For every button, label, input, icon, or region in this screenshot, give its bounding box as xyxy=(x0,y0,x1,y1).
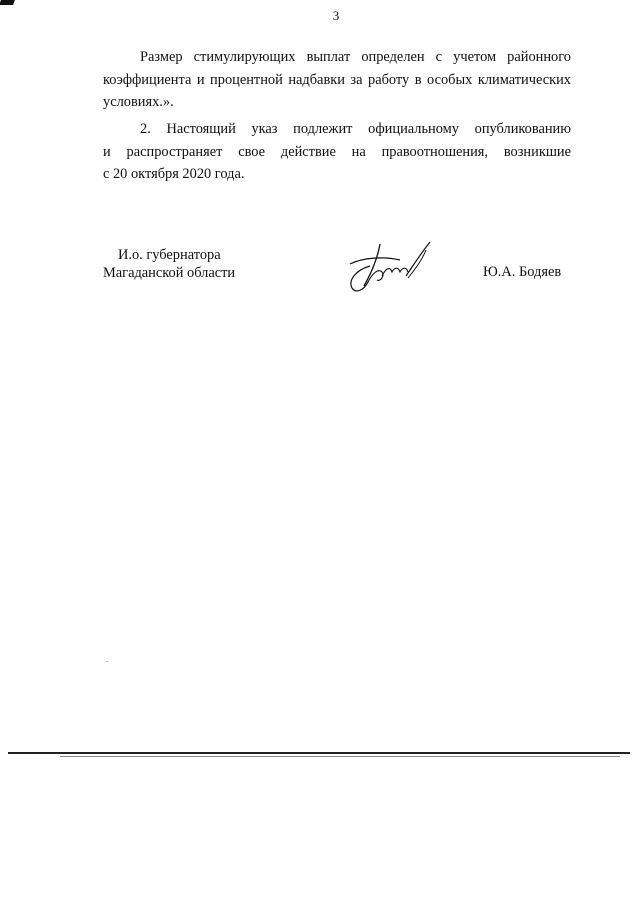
paragraph-line: Размер стимулирующих выплат определен с учетом районного xyxy=(140,49,571,65)
paragraph-line: коэффициента и процентной надбавки за работу в особых климатических xyxy=(103,71,571,88)
bottom-rule xyxy=(8,752,630,754)
signatory-title-line: И.о. губернатора xyxy=(118,247,221,263)
paragraph-line: условиях.». xyxy=(103,94,174,110)
paragraph-line: с 20 октября 2020 года. xyxy=(103,166,245,182)
signatory-title-line: Магаданской области xyxy=(103,265,236,281)
bottom-rule-shadow xyxy=(60,756,620,757)
page-number: 3 xyxy=(332,8,340,23)
paragraph-publication xyxy=(103,118,571,186)
corner-scan-mark xyxy=(0,0,15,5)
signatory-title xyxy=(103,246,235,282)
handwritten-signature xyxy=(342,238,438,300)
signatory-name: Ю.А. Бодяев xyxy=(483,264,562,280)
paragraph-line: и распространяет свое действие на правоотношения, возникшие xyxy=(103,143,571,160)
scan-speck xyxy=(106,661,108,662)
paragraph-line: 2. Настоящий указ подлежит официальному опубликованию xyxy=(140,121,571,137)
paragraph-stimulus-payments xyxy=(103,46,571,114)
